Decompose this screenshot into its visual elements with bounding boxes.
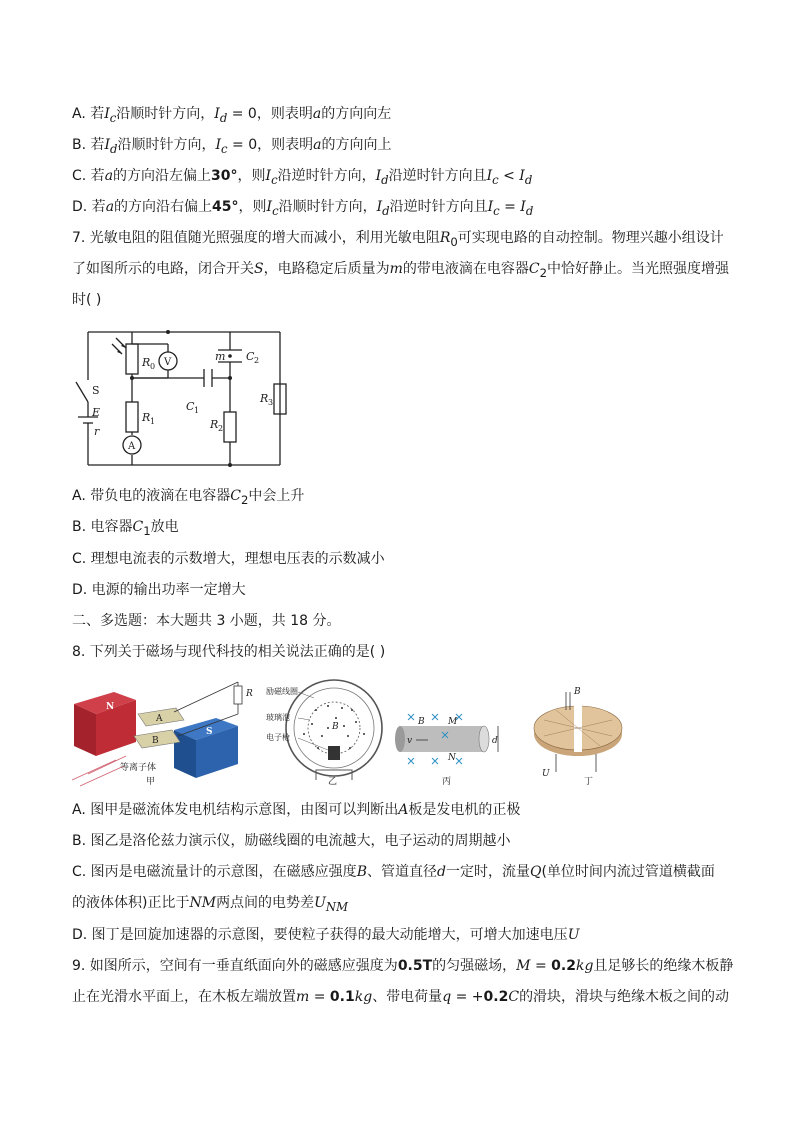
droplet-mass-label: m — [215, 350, 226, 363]
bing-caption: 丙 — [442, 777, 452, 787]
c2-sub: 2 — [254, 356, 260, 365]
q8-option-d: D. 图丁是回旋加速器的示意图，要使粒子获得的最大动能增大，可增大加速电压U — [72, 927, 580, 943]
jia-s-label: S — [206, 727, 213, 737]
yi-bulb-label: 玻璃泡 — [266, 713, 290, 722]
q7-stem-line-3: 时( ) — [72, 292, 102, 308]
r0-sub: 0 — [150, 362, 156, 371]
figure-yi — [266, 680, 382, 787]
q7-stem-line-1: 7. 光敏电阻的阻值随光照强度的增大而减小，利用光敏电阻$R_0$可实现电路的自动控制。物理兴趣小组设计 — [72, 230, 724, 249]
voltmeter-label: V — [164, 357, 172, 368]
q8-figures — [66, 674, 626, 792]
c2-label: C — [246, 350, 255, 363]
yi-b-label: B — [332, 722, 339, 732]
c1-label: C — [186, 400, 195, 413]
q8-stem: 8. 下列关于磁场与现代科技的相关说法正确的是( ) — [72, 644, 386, 660]
figure-bing — [395, 714, 498, 787]
r0-label: R — [142, 356, 151, 369]
q6-option-d: D. 若a的方向沿右偏上45°，则$I_c$沿顺时针方向，$I_d$沿逆时针方向且$I_c = I_d$ — [72, 199, 534, 218]
yi-coil-label: 励磁线圈 — [266, 687, 298, 696]
q9-stem-line-1: 9. 如图所示，空间有一垂直纸面向外的磁感应强度为0.5T的匀强磁场，M = 0.2kg且足够长的绝缘木板静 — [72, 958, 734, 974]
q7-option-b: B. 电容器$C_1$放电 — [72, 519, 179, 538]
jia-n-label: N — [106, 702, 115, 712]
ammeter-label: A — [128, 441, 136, 452]
q8-option-c-line-2: 的液体体积)正比于NM两点间的电势差$U_{NM}$ — [72, 895, 349, 914]
ding-caption: 丁 — [584, 777, 594, 787]
q6-option-c: C. 若a的方向沿左偏上30°，则$I_c$沿逆时针方向，$I_d$沿逆时针方向且$I_c < I_d$ — [72, 168, 533, 187]
r2-label: R — [210, 418, 219, 431]
r3-label: R — [260, 392, 269, 405]
yi-gun-label: 电子枪 — [266, 733, 290, 742]
figure-jia — [72, 682, 253, 787]
jia-r-label: R — [246, 689, 253, 699]
q7-stem-line-2: 了如图所示的电路，闭合开关S，电路稳定后质量为m的带电液滴在电容器$C_2$中恰好静止。当光照强度增强 — [72, 261, 730, 280]
r1-label: R — [142, 411, 151, 424]
jia-b-label: B — [152, 736, 159, 746]
jia-caption: 甲 — [146, 777, 156, 787]
jia-plasma-label: 等离子体 — [120, 763, 157, 773]
c1-sub: 1 — [194, 406, 200, 415]
bing-n-label: N — [448, 753, 456, 763]
q6-option-a: A. 若$I_c$沿顺时针方向，$I_d = 0$，则表明a的方向向左 — [72, 106, 392, 125]
q6-option-b: B. 若$I_d$沿顺时针方向，$I_c = 0$，则表明a的方向向上 — [72, 137, 392, 156]
r1-sub: 1 — [150, 417, 156, 426]
q8-option-a: A. 图甲是磁流体发电机结构示意图，由图可以判断出A板是发电机的正极 — [72, 802, 521, 818]
switch-label: S — [92, 384, 100, 397]
q7-circuit-diagram — [70, 322, 295, 472]
ding-u-label: U — [542, 769, 550, 779]
jia-a-label: A — [156, 714, 163, 724]
ding-b-label: B — [574, 687, 581, 697]
q8-option-c-line-1: C. 图丙是电磁流量计的示意图，在磁感应强度B、管道直径d一定时，流量Q(单位时间内流过管道横截面 — [72, 864, 715, 880]
figure-ding — [534, 687, 622, 787]
bing-m-label: M — [448, 717, 458, 727]
q7-option-d: D. 电源的输出功率一定增大 — [72, 582, 246, 598]
bing-b-label: B — [418, 717, 425, 727]
emf-label: E — [92, 406, 101, 419]
q8-option-b: B. 图乙是洛伦兹力演示仪，励磁线圈的电流越大，电子运动的周期越小 — [72, 833, 511, 849]
yi-caption: 乙 — [328, 777, 338, 787]
q9-stem-line-2: 止在光滑水平面上，在木板左端放置m = 0.1kg、带电荷量q = +0.2C的滑块，滑块与绝缘木板之间的动 — [72, 989, 730, 1005]
q7-option-c: C. 理想电流表的示数增大，理想电压表的示数减小 — [72, 551, 385, 567]
r2-sub: 2 — [218, 424, 224, 433]
q7-option-a: A. 带负电的液滴在电容器$C_2$中会上升 — [72, 488, 305, 507]
internal-resistance-label: r — [94, 425, 100, 438]
bing-v-label: v — [407, 736, 413, 746]
bing-d-label: d — [492, 736, 498, 746]
r3-sub: 3 — [268, 398, 274, 407]
section-header-multiple-choice: 二、多选题：本大题共 3 小题，共 18 分。 — [72, 613, 341, 629]
